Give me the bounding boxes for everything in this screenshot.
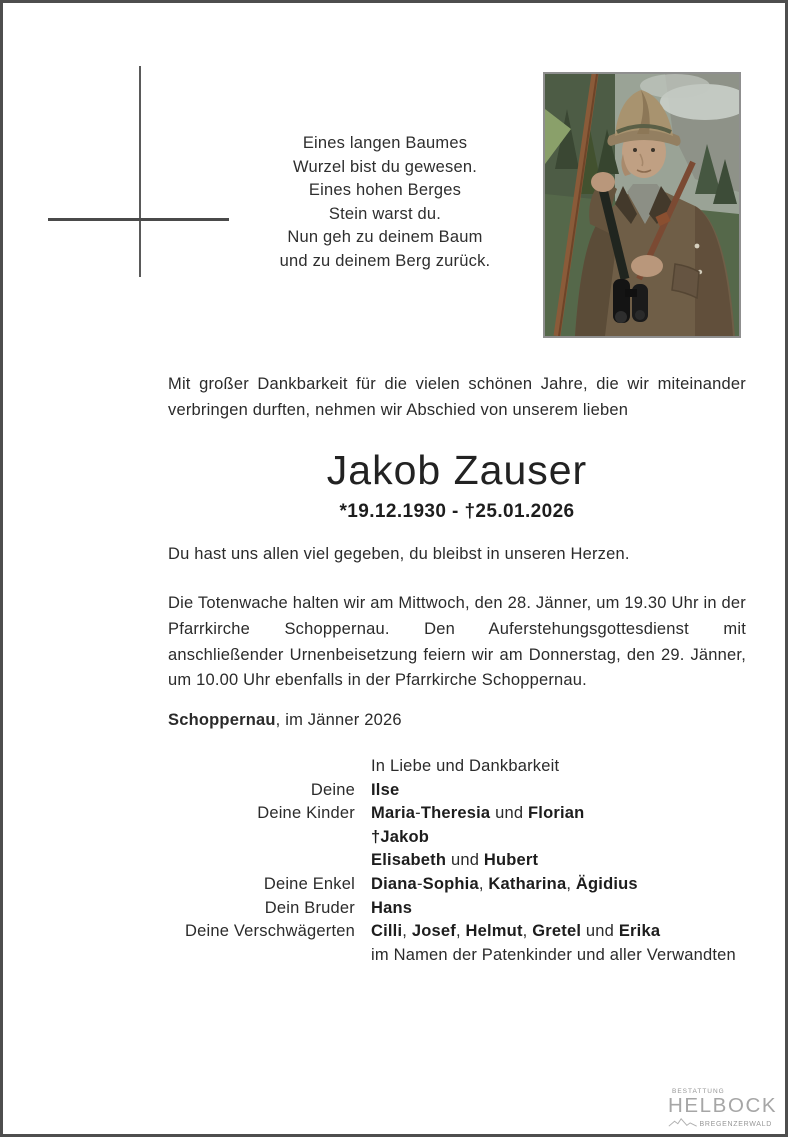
poem-line: Nun geh zu deinem Baum	[287, 228, 483, 247]
mourner-relation-label: Deine Enkel	[263, 874, 355, 893]
funeral-home-logo	[668, 1088, 778, 1128]
poem-line: und zu deinem Berg zurück.	[279, 251, 491, 270]
mourner-relation-label: Deine Verschwägerten	[184, 922, 355, 941]
mourner-names: im Namen der Patenkinder und aller Verwandten	[371, 945, 736, 964]
mourner-names: Elisabeth und Hubert	[371, 851, 539, 870]
photo-button	[695, 244, 700, 249]
poem-line: Eines langen Baumes	[302, 134, 468, 152]
tribute-line: Du hast uns allen viel gegeben, du bleibst in unseren Herzen.	[168, 545, 630, 563]
mourner-names: In Liebe und Dankbarkeit	[371, 757, 560, 775]
poem	[225, 132, 545, 274]
poem-line: Stein warst du.	[328, 204, 442, 223]
dateline-place: Schoppernau	[168, 711, 276, 729]
mourners-list	[168, 755, 746, 967]
cross-icon	[139, 66, 141, 277]
portrait-photo	[543, 72, 741, 338]
dateline-suffix: , im Jänner 2026	[275, 711, 402, 729]
poem-line: Eines hohen Berges	[308, 181, 462, 200]
mourner-names: Diana-Sophia, Katharina, Ägidius	[371, 874, 638, 893]
mourner-relation-label	[168, 944, 355, 968]
photo-hand	[591, 172, 615, 192]
mourner-names: Hans	[371, 898, 413, 917]
mourner-relation-label: Deine	[310, 780, 355, 799]
logo-bestattung-label: BESTATTUNG	[672, 1088, 725, 1095]
mourner-names: Ilse	[371, 780, 400, 799]
dateline	[168, 708, 746, 734]
cross-icon-bar	[48, 218, 229, 221]
intro-paragraph: Mit großer Dankbarkeit für die vielen schönen Jahre, die wir miteinander verbringen durften, nehmen wir Abschied von unserem lieben	[168, 375, 746, 419]
mourner-relation-label: Deine Kinder	[257, 804, 355, 823]
logo-region-label: BREGENZERWALD	[699, 1121, 772, 1128]
logo-helbock-name: HELBOCK	[668, 1094, 778, 1117]
mourner-relation-label	[168, 755, 355, 779]
portrait-photo-illustration	[545, 74, 739, 336]
mourner-relation-label	[168, 849, 355, 873]
mourner-relation-label	[168, 826, 355, 850]
mourner-relation-label: Dein Bruder	[264, 898, 355, 917]
life-dates: *19.12.1930 - †25.01.2026	[339, 501, 575, 522]
mourner-names: †Jakob	[371, 827, 430, 846]
schedule-paragraph: Die Totenwache halten wir am Mittwoch, den 28. Jänner, um 19.30 Uhr in der Pfarrkirche Schoppernau. Den Auferstehungsgottesdienst mit anschließender Urnenbeisetzung feiern wir am Donnerstag, den 29. Jänner, um 10.00 Uhr ebenfalls in der Pfarrkirche Schoppernau.	[168, 594, 746, 690]
deceased-name: Jakob Zauser	[326, 447, 588, 493]
mountain-icon	[668, 1117, 698, 1128]
poem-line: Wurzel bist du gewesen.	[292, 157, 478, 176]
mourner-names: Maria-Theresia und Florian	[371, 804, 585, 823]
mourner-names: Cilli, Josef, Helmut, Gretel und Erika	[371, 922, 661, 941]
